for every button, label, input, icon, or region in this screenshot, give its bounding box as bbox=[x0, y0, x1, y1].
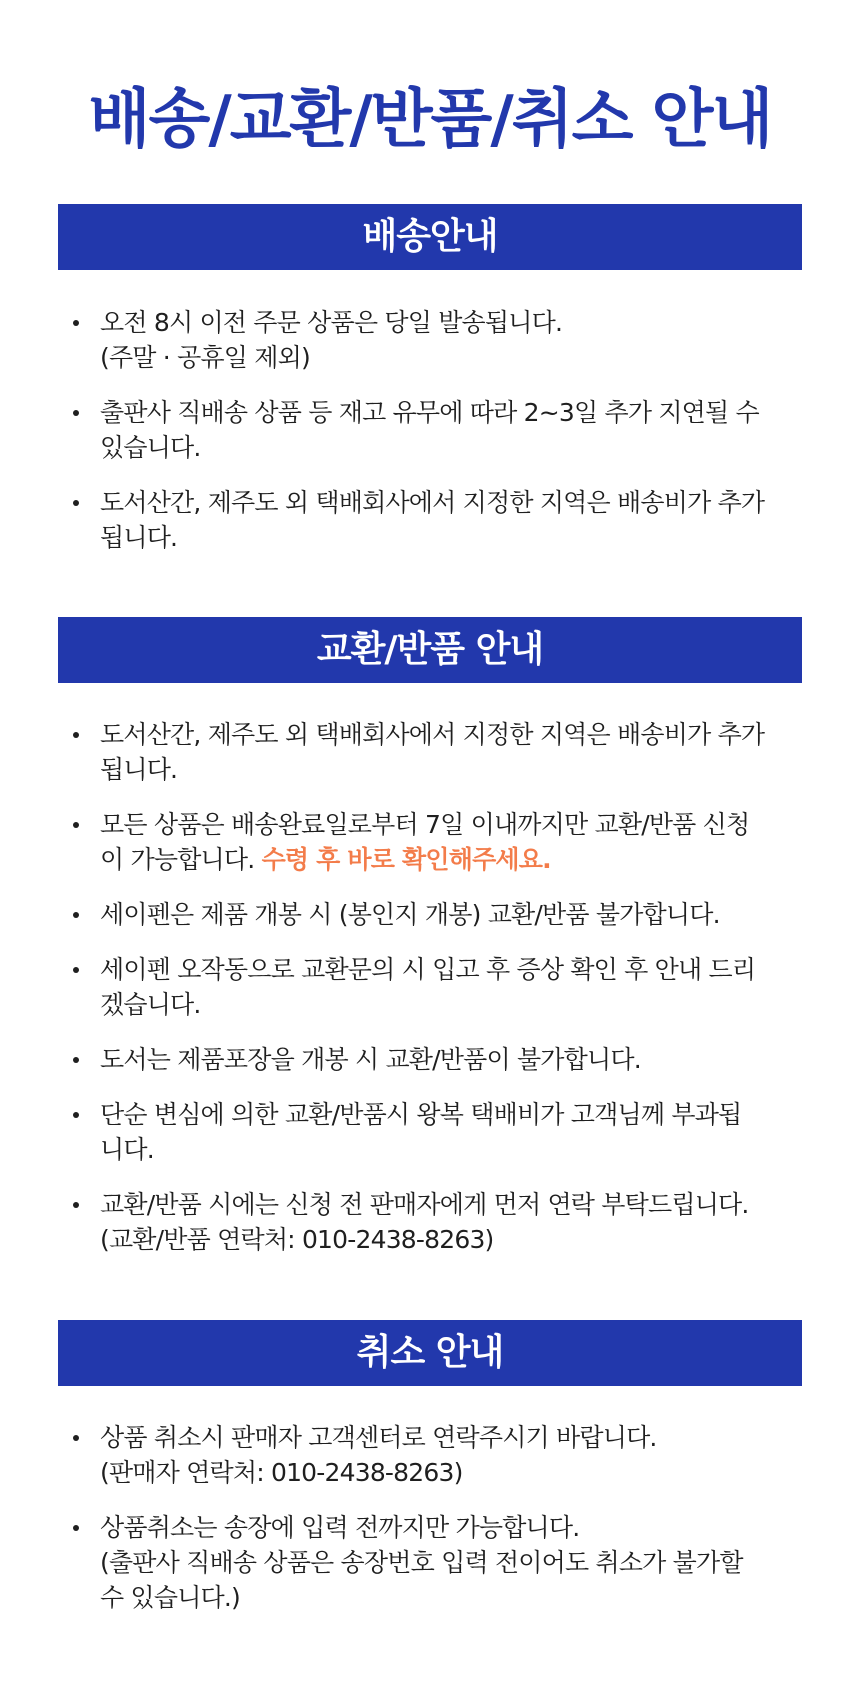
bullet-icon bbox=[73, 1057, 79, 1063]
item-text: 도서산간, 제주도 외 택배회사에서 지정한 지역은 배송비가 추가 bbox=[100, 720, 765, 749]
bullet-icon bbox=[73, 732, 79, 738]
cancel-list bbox=[58, 1420, 802, 1635]
item-text: 됩니다. bbox=[100, 755, 178, 784]
section-header-cancel: 취소 안내 bbox=[58, 1320, 802, 1386]
item-text: 출판사 직배송 상품 등 재고 유무에 따라 2~3일 추가 지연될 수 bbox=[100, 398, 759, 427]
item-text: (주말 · 공휴일 제외) bbox=[100, 343, 310, 372]
highlight-text: 수령 후 바로 확인해주세요. bbox=[261, 845, 551, 874]
bullet-icon bbox=[73, 1525, 79, 1531]
list-item bbox=[58, 1510, 802, 1615]
bullet-icon bbox=[73, 500, 79, 506]
list-item bbox=[58, 952, 802, 1022]
item-text: 도서는 제품포장을 개봉 시 교환/반품이 불가합니다. bbox=[100, 1045, 641, 1074]
bullet-icon bbox=[73, 967, 79, 973]
section-header-exchange-return: 교환/반품 안내 bbox=[58, 617, 802, 683]
list-item bbox=[58, 807, 802, 877]
item-text: 있습니다. bbox=[100, 433, 201, 462]
bullet-icon bbox=[73, 320, 79, 326]
list-item bbox=[58, 305, 802, 375]
item-text: 이 가능합니다. bbox=[100, 845, 255, 874]
item-text: 도서산간, 제주도 외 택배회사에서 지정한 지역은 배송비가 추가 bbox=[100, 488, 765, 517]
page-title: 배송/교환/반품/취소 안내 bbox=[88, 83, 772, 157]
list-item bbox=[58, 1042, 802, 1077]
item-text: 모든 상품은 배송완료일로부터 7일 이내까지만 교환/반품 신청 bbox=[100, 810, 750, 839]
exchange-return-list bbox=[58, 717, 802, 1277]
item-text: 겠습니다. bbox=[100, 990, 201, 1019]
list-item bbox=[58, 897, 802, 932]
item-text: 단순 변심에 의한 교환/반품시 왕복 택배비가 고객님께 부과됩 bbox=[100, 1100, 742, 1129]
list-item bbox=[58, 485, 802, 555]
item-text-with-highlight bbox=[100, 842, 802, 877]
list-item bbox=[58, 1187, 802, 1257]
item-text: 상품 취소시 판매자 고객센터로 연락주시기 바랍니다. bbox=[100, 1423, 657, 1452]
list-item bbox=[58, 1097, 802, 1167]
list-item bbox=[58, 1420, 802, 1490]
item-text: 오전 8시 이전 주문 상품은 당일 발송됩니다. bbox=[100, 308, 563, 337]
bullet-icon bbox=[73, 1202, 79, 1208]
section-header-shipping: 배송안내 bbox=[58, 204, 802, 270]
item-text: 상품취소는 송장에 입력 전까지만 가능합니다. bbox=[100, 1513, 580, 1542]
item-text: 세이펜 오작동으로 교환문의 시 입고 후 증상 확인 후 안내 드리 bbox=[100, 955, 756, 984]
item-text: (판매자 연락처: 010-2438-8263) bbox=[100, 1458, 463, 1487]
shipping-list bbox=[58, 305, 802, 575]
bullet-icon bbox=[73, 1435, 79, 1441]
bullet-icon bbox=[73, 822, 79, 828]
bullet-icon bbox=[73, 1112, 79, 1118]
item-text: 니다. bbox=[100, 1135, 154, 1164]
item-text: 세이펜은 제품 개봉 시 (봉인지 개봉) 교환/반품 불가합니다. bbox=[100, 900, 720, 929]
item-text: 수 있습니다.) bbox=[100, 1583, 240, 1612]
bullet-icon bbox=[73, 912, 79, 918]
list-item bbox=[58, 717, 802, 787]
bullet-icon bbox=[73, 410, 79, 416]
list-item bbox=[58, 395, 802, 465]
item-text: 됩니다. bbox=[100, 523, 178, 552]
item-text: (교환/반품 연락처: 010-2438-8263) bbox=[100, 1225, 494, 1254]
item-text: (출판사 직배송 상품은 송장번호 입력 전이어도 취소가 불가할 bbox=[100, 1548, 743, 1577]
item-text: 교환/반품 시에는 신청 전 판매자에게 먼저 연락 부탁드립니다. bbox=[100, 1190, 749, 1219]
